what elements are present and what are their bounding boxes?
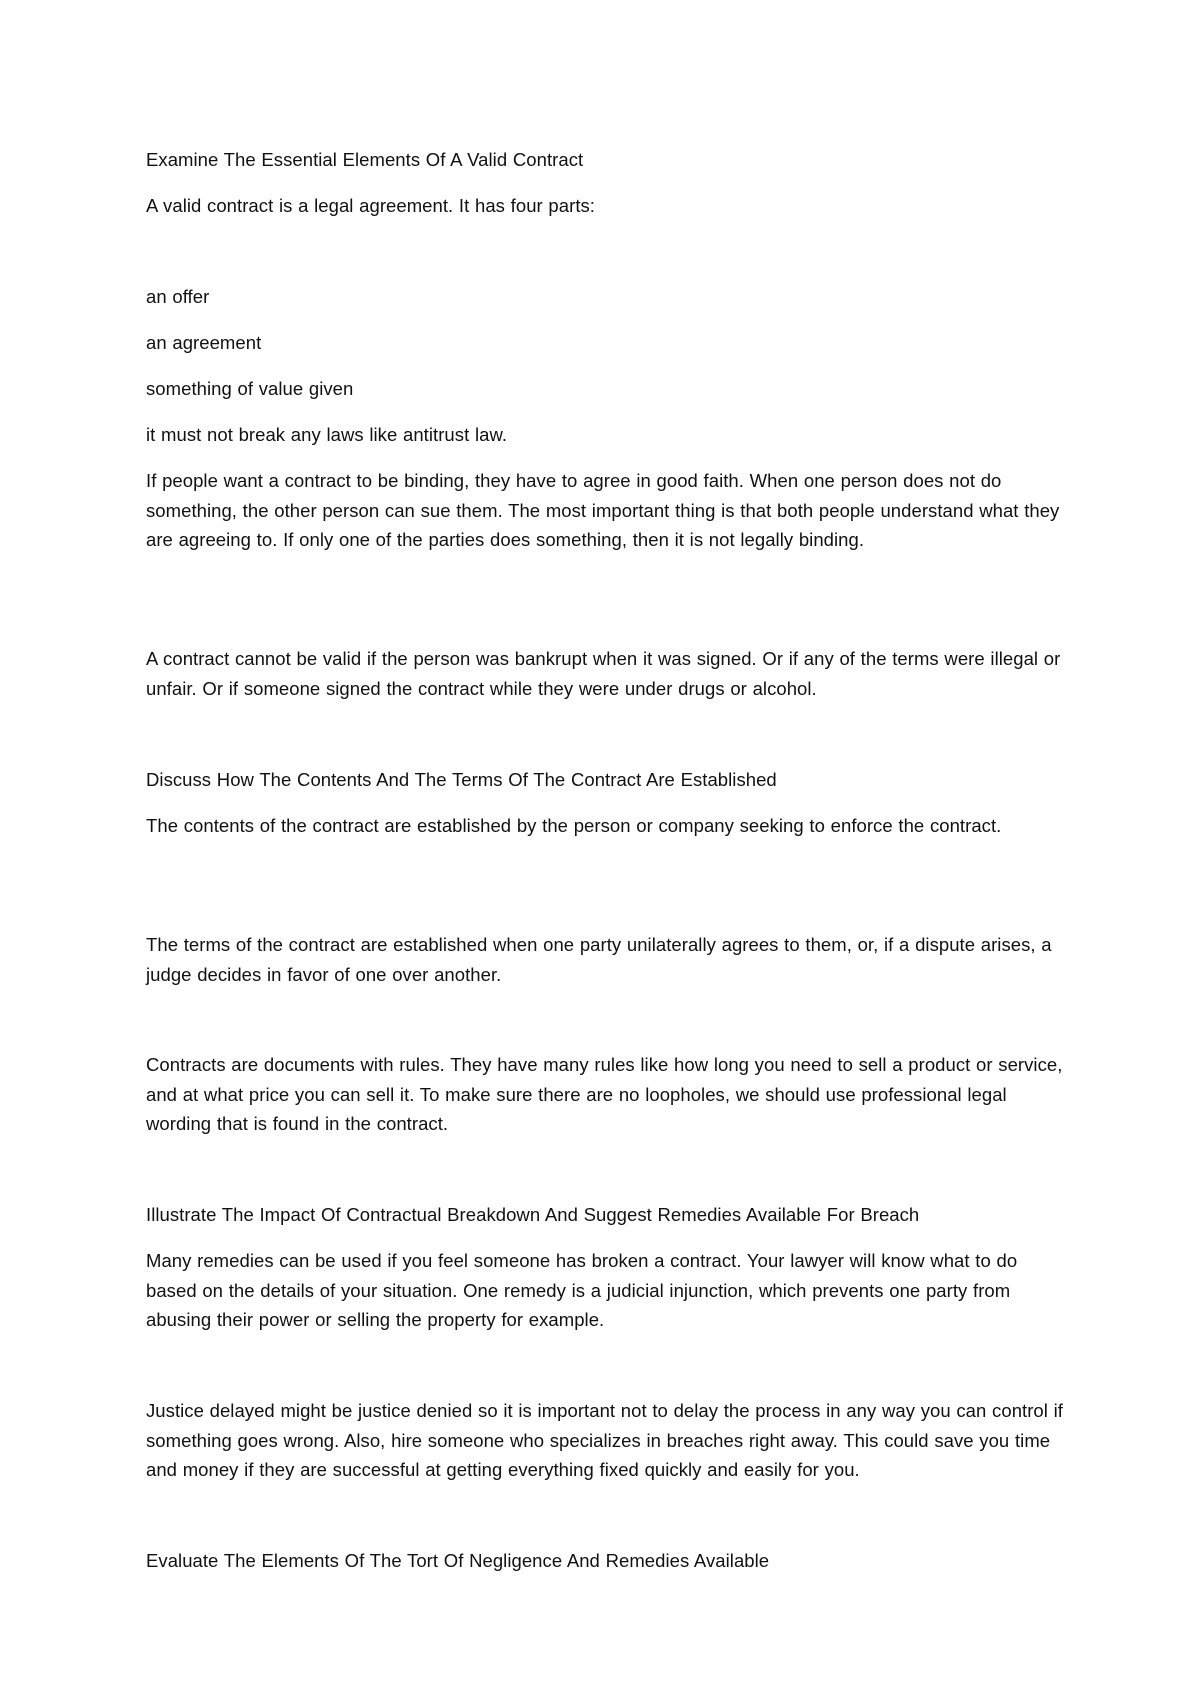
section-heading-valid-contract: Examine The Essential Elements Of A Valid Contract xyxy=(146,149,584,170)
section-heading-contents-terms: Discuss How The Contents And The Terms Of The Contract Are Established xyxy=(146,769,777,790)
paragraph-rules: Contracts are documents with rules. They have many rules like how long you need to sell a product or service, and at what price you can sell it. To make sure there are no loopholes, we should use professional legal wording that is found in the contract. xyxy=(146,1054,1063,1134)
section-heading-breakdown: Illustrate The Impact Of Contractual Breakdown And Suggest Remedies Available For Breach xyxy=(146,1204,920,1225)
list-item-offer: an offer xyxy=(146,286,210,307)
list-item-laws: it must not break any laws like antitrust law. xyxy=(146,424,508,445)
paragraph-binding: If people want a contract to be binding, they have to agree in good faith. When one person does not do something, the other person can sue them. The most important thing is that both people understand what they are agreeing to. If only one of the parties does something, then it is not legally binding. xyxy=(146,470,1060,550)
section-heading-negligence: Evaluate The Elements Of The Tort Of Negligence And Remedies Available xyxy=(146,1550,770,1571)
paragraph-remedies: Many remedies can be used if you feel someone has broken a contract. Your lawyer will know what to do based on the details of your situation. One remedy is a judicial injunction, which prevents one party from abusing their power or selling the property for example. xyxy=(146,1250,1018,1330)
paragraph-terms: The terms of the contract are established when one party unilaterally agrees to them, or, if a dispute arises, a judge decides in favor of one over another. xyxy=(146,934,1052,985)
paragraph-contents: The contents of the contract are established by the person or company seeking to enforce the contract. xyxy=(146,815,1002,836)
paragraph-justice: Justice delayed might be justice denied so it is important not to delay the process in any way you can control if something goes wrong. Also, hire someone who specializes in breaches right away. This could save you time and money if they are successful at getting everything fixed quickly and easily for you. xyxy=(146,1400,1063,1480)
intro-paragraph: A valid contract is a legal agreement. It has four parts: xyxy=(146,195,595,216)
paragraph-invalid: A contract cannot be valid if the person was bankrupt when it was signed. Or if any of the terms were illegal or unfair. Or if someone signed the contract while they were under drugs or alcohol. xyxy=(146,648,1061,699)
list-item-value: something of value given xyxy=(146,378,354,399)
list-item-agreement: an agreement xyxy=(146,332,262,353)
